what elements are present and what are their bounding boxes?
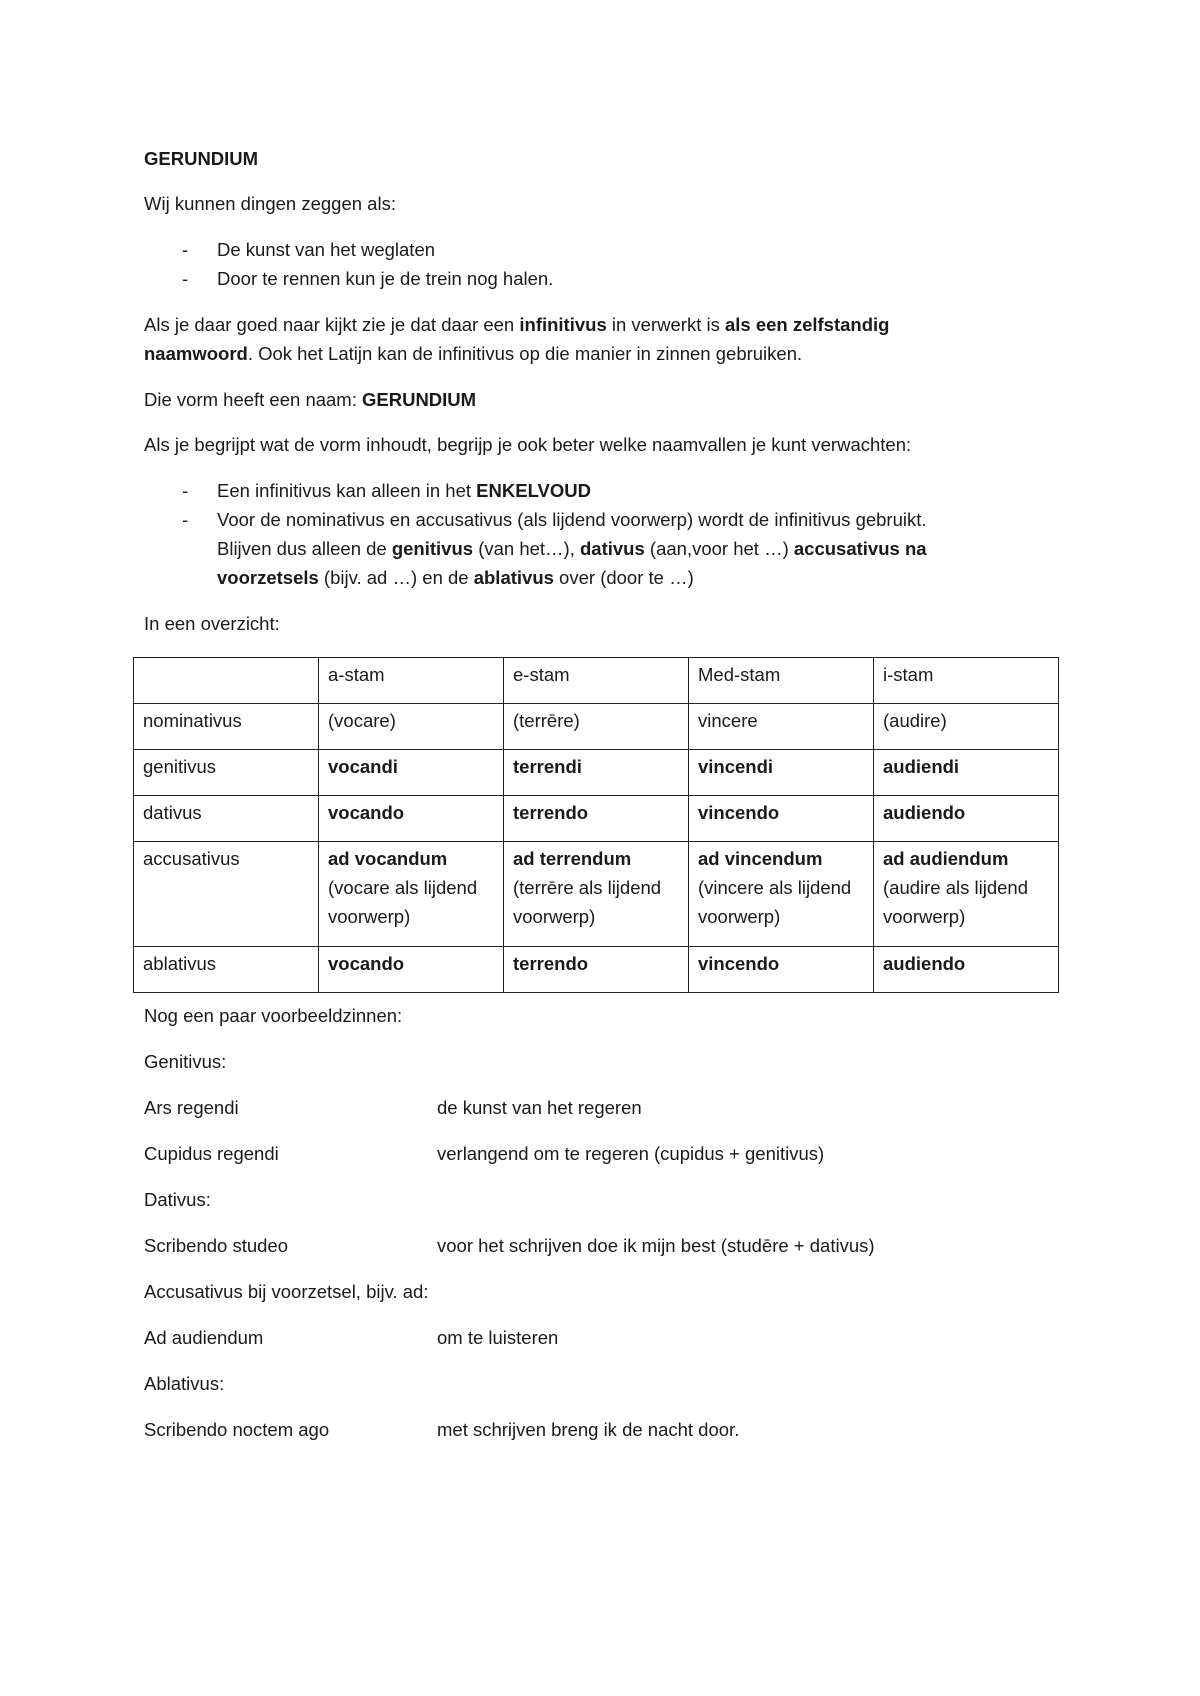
text-run: in verwerkt is [606,314,725,335]
bold-run: genitivus [391,538,474,559]
example-item: Door te rennen kun je de trein nog halen. [217,268,554,289]
bullet-line [217,479,591,503]
table-cell: vocando [319,796,504,842]
table-cell: vincendo [689,796,874,842]
text-run: Die vorm heeft een naam: [144,389,362,410]
table-header-cell: a-stam [319,658,504,704]
example-latin: Ad audiendum [144,1327,264,1348]
cell-note: (terrēre als lijdend voorwerp) [513,877,662,927]
intro-text: Wij kunnen dingen zeggen als: [144,193,396,214]
bullet-dash: - [182,509,189,530]
cell-note: (vocare als lijdend voorwerp) [328,877,478,927]
text-run: . Ook het Latijn kan de infinitivus op die manier in zinnen gebruiken. [247,343,803,364]
table-cell: vincere [689,704,874,750]
page-title: GERUNDIUM [144,148,259,169]
bold-run: accusativus na [793,538,927,559]
text-run: over (door te …) [553,567,694,588]
case-label: nominativus [134,704,319,750]
table-cell: terrendo [504,796,689,842]
table-cell: (audire) [874,704,1059,750]
bold-run: voorzetsels [217,567,319,588]
table-row [134,750,1059,796]
cell-main: ad vincendum [698,848,823,869]
table-cell: audiendo [874,947,1059,993]
section-title: Accusativus bij voorzetsel, bijv. ad: [144,1281,429,1302]
example-dutch: voor het schrijven doe ik mijn best (studēre + dativus) [437,1235,875,1256]
bullet-dash: - [182,268,189,289]
example-latin: Scribendo studeo [144,1235,288,1256]
bullet-dash: - [182,239,189,260]
section-title: Ablativus: [144,1373,225,1394]
table-row [134,842,1059,947]
table-cell: terrendo [504,947,689,993]
example-dutch: om te luisteren [437,1327,559,1348]
table-row [134,947,1059,993]
bold-run: ablativus [473,567,554,588]
example-dutch: de kunst van het regeren [437,1097,642,1118]
example-item: De kunst van het weglaten [217,239,436,260]
case-label: ablativus [134,947,319,993]
table-row [134,704,1059,750]
overview-label: In een overzicht: [144,613,280,634]
paragraph-line [144,388,476,412]
case-label: genitivus [134,750,319,796]
bullet-line: Voor de nominativus en accusativus (als lijdend voorwerp) wordt de infinitivus gebruikt. [217,509,927,530]
paragraph-line: Als je begrijpt wat de vorm inhoudt, begrijp je ook beter welke naamvallen je kunt verwachten: [144,434,912,455]
gerundium-table [133,657,1059,993]
text-run: Als je daar goed naar kijkt zie je dat daar een [144,314,520,335]
example-dutch: met schrijven breng ik de nacht door. [437,1419,740,1440]
table-cell: (terrēre) [504,704,689,750]
table-cell: vocandi [319,750,504,796]
table-cell: vocando [319,947,504,993]
example-latin: Cupidus regendi [144,1143,279,1164]
table-header-row [134,658,1059,704]
table-row [134,796,1059,842]
example-latin: Scribendo noctem ago [144,1419,330,1440]
bold-run: infinitivus [519,314,607,335]
example-dutch: verlangend om te regeren (cupidus + genitivus) [437,1143,825,1164]
case-label: accusativus [134,842,319,947]
table-cell: audiendo [874,796,1059,842]
bullet-dash: - [182,480,189,501]
table-cell: vincendo [689,947,874,993]
table-cell [134,658,319,704]
cell-note: (audire als lijdend voorwerp) [883,877,1029,927]
text-run: (bijv. ad …) en de [318,567,474,588]
table-cell: terrendi [504,750,689,796]
section-title: Dativus: [144,1189,211,1210]
paragraph-line [144,342,802,366]
cell-main: ad terrendum [513,848,632,869]
section-title: Genitivus: [144,1051,227,1072]
example-latin: Ars regendi [144,1097,239,1118]
paragraph-line [144,313,889,337]
case-label: dativus [134,796,319,842]
text-run: Een infinitivus kan alleen in het [217,480,477,501]
table-cell [504,842,689,947]
bold-run: als een zelfstandig [724,314,890,335]
bold-run: GERUNDIUM [362,389,477,410]
bullet-line [217,537,927,561]
table-cell: (vocare) [319,704,504,750]
cell-note: (vincere als lijdend voorwerp) [698,877,852,927]
text-run: (aan,voor het …) [644,538,794,559]
table-header-cell: e-stam [504,658,689,704]
table-cell [319,842,504,947]
text-run: (van het…), [473,538,580,559]
more-examples-label: Nog een paar voorbeeldzinnen: [144,1005,403,1026]
table-cell [874,842,1059,947]
bold-run: naamwoord [144,343,248,364]
cell-main: ad audiendum [883,848,1009,869]
cell-main: ad vocandum [328,848,448,869]
bullet-line [217,566,694,590]
table-header-cell: i-stam [874,658,1059,704]
bold-run: dativus [580,538,645,559]
table-cell [689,842,874,947]
table-header-cell: Med-stam [689,658,874,704]
table-cell: audiendi [874,750,1059,796]
text-run: Blijven dus alleen de [217,538,392,559]
bold-run: ENKELVOUD [476,480,591,501]
table-cell: vincendi [689,750,874,796]
